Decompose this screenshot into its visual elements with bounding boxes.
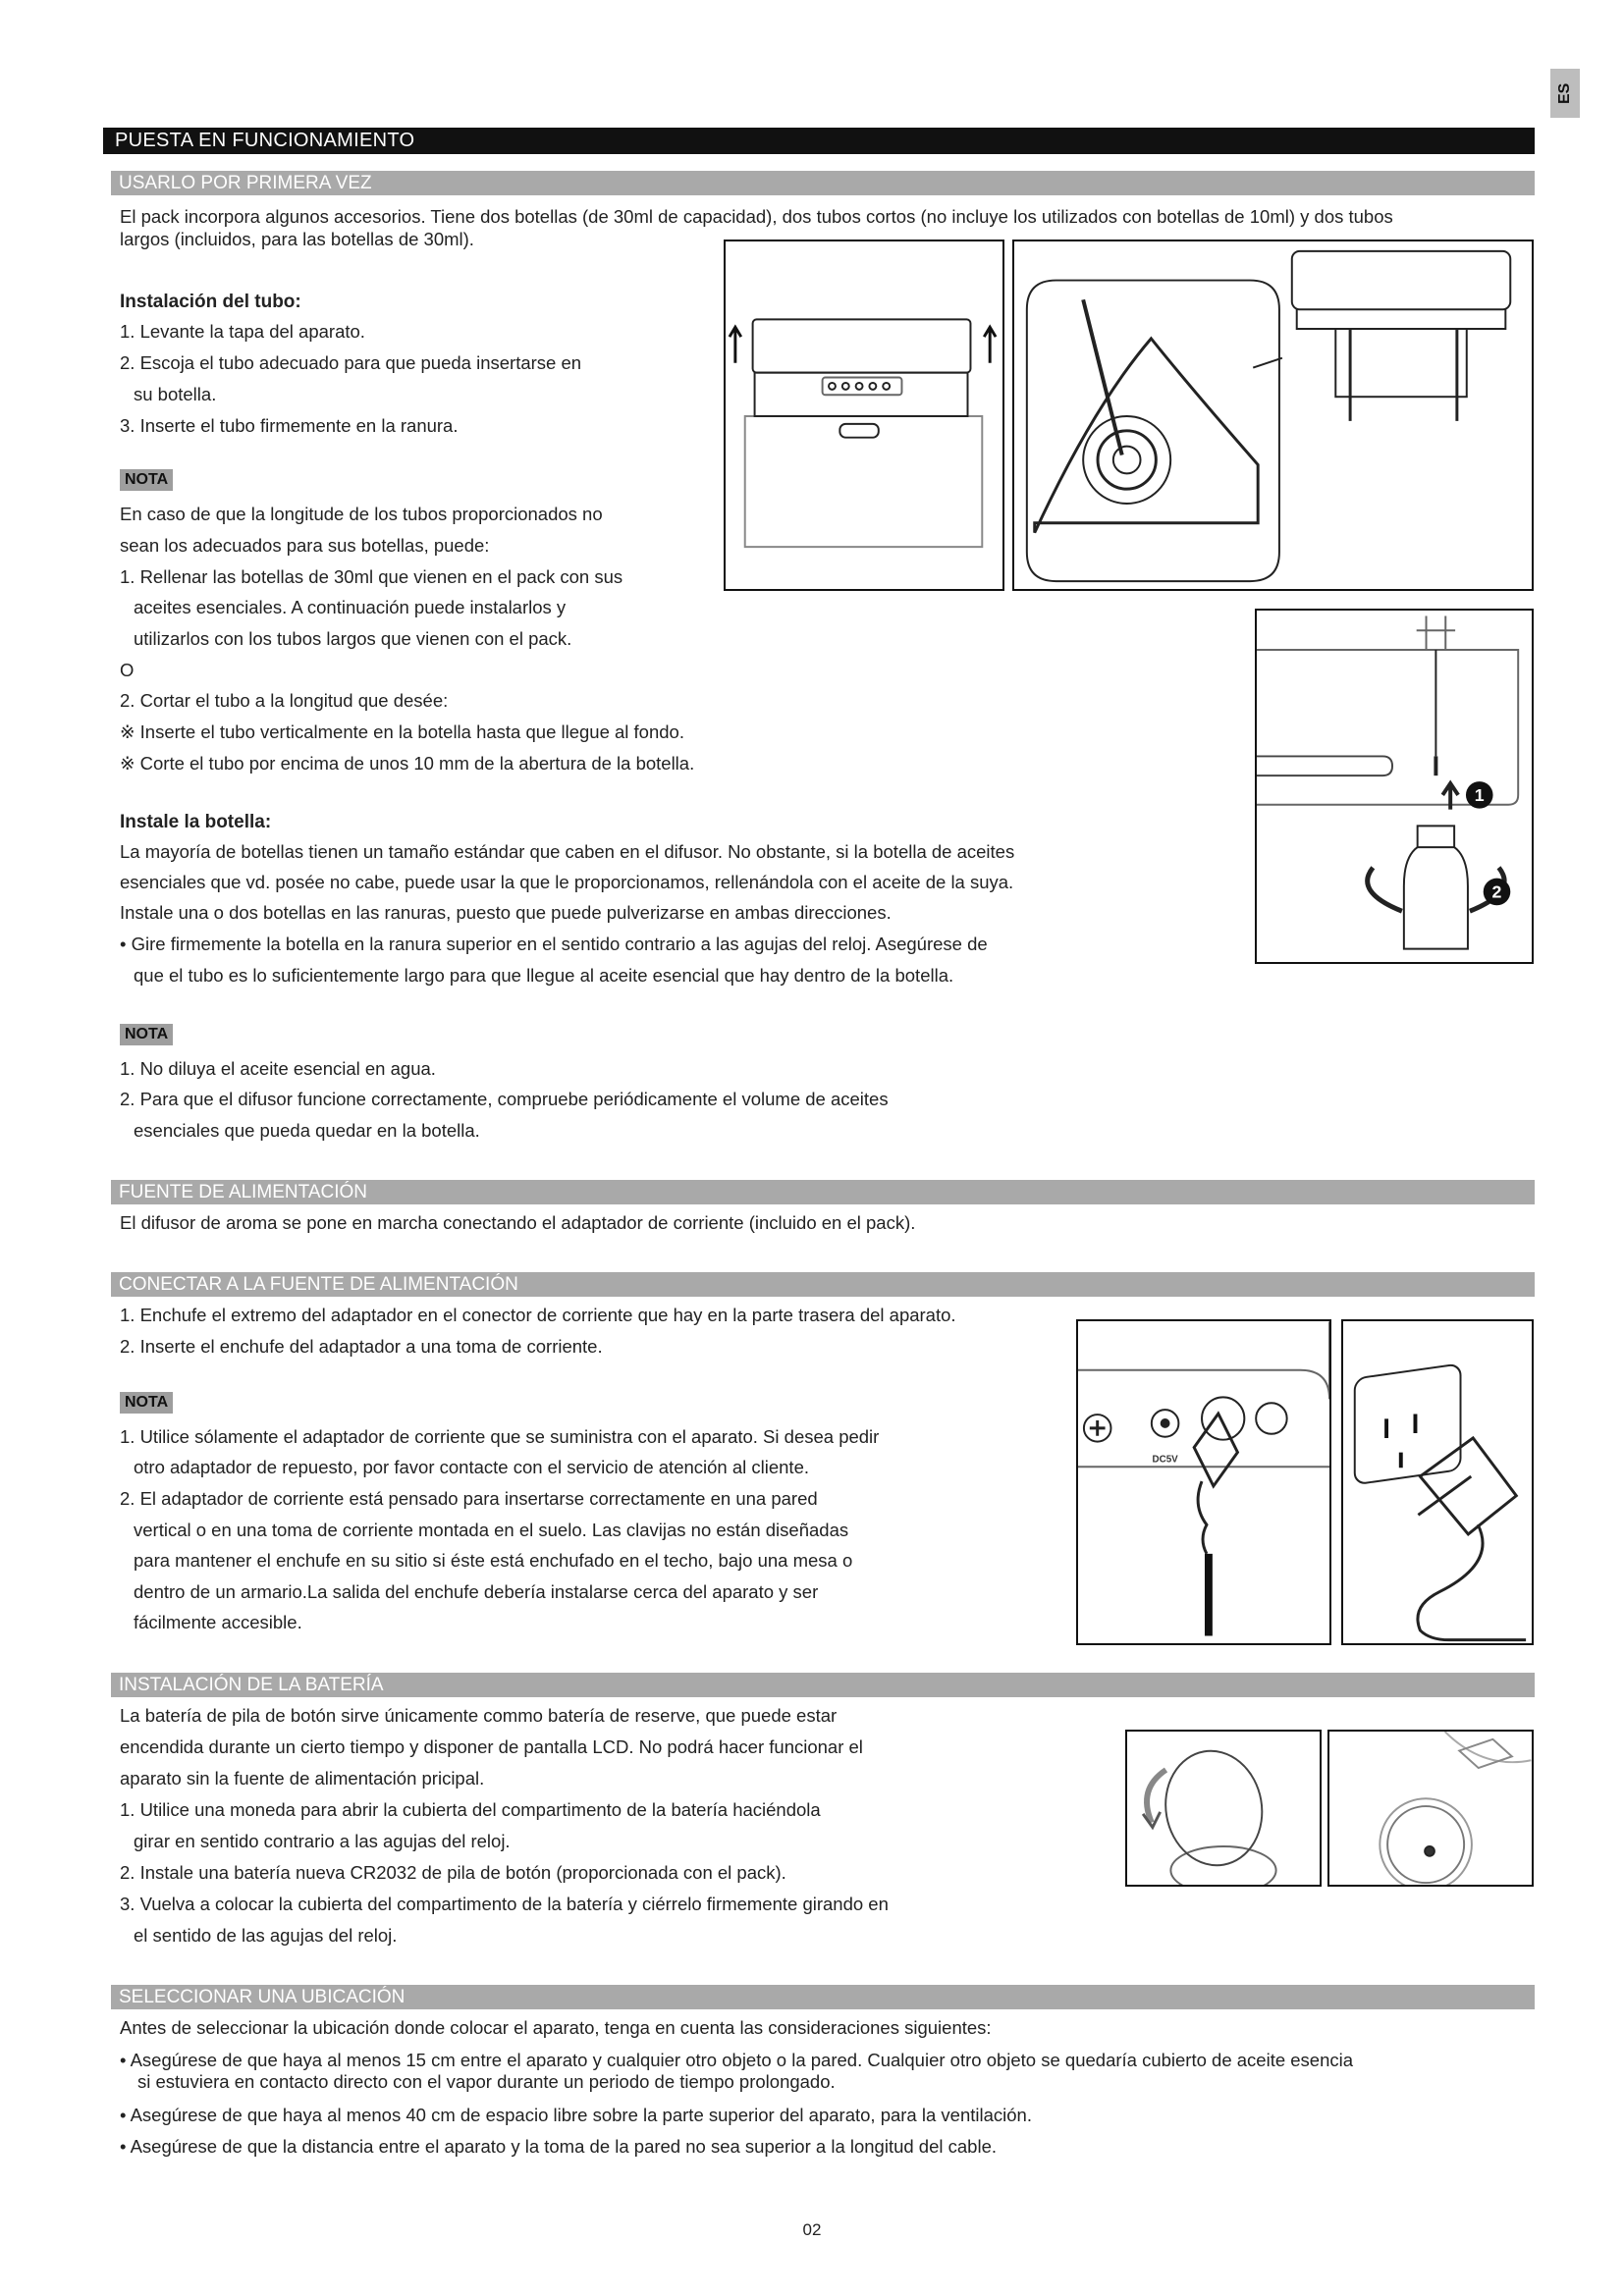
battery-line-7: 3. Vuelva a colocar la cubierta del compartimento de la batería y ciérrelo firmemente girando en — [120, 1894, 889, 1914]
location-bullet-3: • Asegúrese de que la distancia entre el aparato y la toma de la pared no sea superior a la longitud del cable. — [120, 2136, 998, 2157]
note-line-5: utilizarlos con los tubos largos que vienen con el pack. — [134, 628, 572, 649]
note-line-2: sean los adecuados para sus botellas, puede: — [120, 535, 490, 556]
location-intro: Antes de seleccionar la ubicación donde colocar el aparato, tenga en cuenta las consideraciones siguientes: — [120, 2017, 992, 2038]
tube-slot-illustration — [1012, 240, 1534, 591]
location-bullet-1a: • Asegúrese de que haya al menos 15 cm entre el aparato y cualquier otro objeto o la pared. Cualquier otro objeto se quedaría cubierto de aceite esencia — [120, 2050, 1354, 2070]
bottle-line-2: esenciales que vd. posée no cabe, puede usar la que le proporcionamos, rellenándola con el aceite de la suya. — [120, 872, 1014, 892]
page-number: 02 — [802, 2220, 822, 2239]
battery-line-1: La batería de pila de botón sirve únicamente commo batería de reserve, que puede estar — [120, 1705, 838, 1726]
bottle-line-3: Instale una o dos botellas en las ranuras, puesto que puede pulverizarse en ambas direcciones. — [120, 902, 892, 923]
battery-line-5: girar en sentido contrario a las agujas del reloj. — [134, 1831, 511, 1851]
note-line-8: ※ Inserte el tubo verticalmente en la botella hasta que llegue al fondo. — [120, 721, 684, 742]
note3-line-1: 1. Utilice sólamente el adaptador de corriente que se suministra con el aparato. Si desea pedir — [120, 1426, 880, 1447]
note2-line-2: 2. Para que el difusor funcione correctamente, compruebe periódicamente el volume de aceites — [120, 1089, 889, 1109]
note-label: NOTA — [120, 469, 173, 491]
section-title-connect-power: CONECTAR A LA FUENTE DE ALIMENTACIÓN — [111, 1272, 1535, 1297]
connect-step-2: 2. Inserte el enchufe del adaptador a una toma de corriente. — [120, 1336, 603, 1357]
note3-line-2: otro adaptador de repuesto, por favor contacte con el servicio de atención al cliente. — [134, 1457, 810, 1477]
intro-line-1: El pack incorpora algunos accesorios. Tiene dos botellas (de 30ml de capacidad), dos tubos cortos (no incluye los utilizados con botellas de 10ml) y dos tubos — [120, 206, 1393, 227]
note2-label: NOTA — [120, 1024, 173, 1045]
battery-line-2: encendida durante un cierto tiempo y disponer de pantalla LCD. No podrá hacer funcionar el — [120, 1736, 863, 1757]
note2-line-3: esenciales que pueda quedar en la botella. — [134, 1120, 480, 1141]
language-label: ES — [1556, 82, 1573, 104]
bottle-line-1: La mayoría de botellas tienen un tamaño estándar que caben en el difusor. No obstante, si la botella de aceites — [120, 841, 1015, 862]
bottle-line-5: que el tubo es lo suficientemente largo para que llegue al aceite esencial que hay dentro de la botella. — [134, 965, 954, 986]
bottle-heading: Instale la botella: — [120, 812, 272, 832]
battery-line-3: aparato sin la fuente de alimentación pricipal. — [120, 1768, 485, 1789]
section-title-location: SELECCIONAR UNA UBICACIÓN — [111, 1985, 1535, 2009]
bottle-line-4: • Gire firmemente la botella en la ranura superior en el sentido contrario a las agujas del reloj. Asegúrese de — [120, 934, 988, 954]
dc-label: DC5V — [1152, 1454, 1178, 1466]
wall-socket-illustration — [1341, 1319, 1534, 1645]
intro-line-2: largos (incluidos, para las botellas de 30ml). — [120, 229, 474, 249]
battery-line-6: 2. Instale una batería nueva CR2032 de pila de botón (proporcionada con el pack). — [120, 1862, 786, 1883]
step-2-badge-label: 2 — [1491, 881, 1502, 902]
tube-step-1: 1. Levante la tapa del aparato. — [120, 321, 365, 342]
step-1-badge-label: 1 — [1474, 784, 1485, 805]
main-section-title: PUESTA EN FUNCIONAMIENTO — [103, 128, 1535, 154]
tube-step-3: 3. Inserte el tubo firmemente en la ranura. — [120, 415, 459, 436]
section-title-first-use: USARLO POR PRIMERA VEZ — [111, 171, 1535, 195]
location-bullet-1b: si estuviera en contacto directo con el vapor durante un periodo de tiempo prolongado. — [137, 2071, 836, 2092]
tube-step-2-cont: su botella. — [134, 384, 217, 404]
note3-line-6: dentro de un armario.La salida del enchufe debería instalarse cerca del aparato y ser — [134, 1581, 819, 1602]
note3-line-5: para mantener el enchufe en su sitio si éste está enchufado en el techo, bajo una mesa o — [134, 1550, 853, 1571]
location-bullet-2: • Asegúrese de que haya al menos 40 cm de espacio libre sobre la parte superior del aparato, para la ventilación. — [120, 2105, 1032, 2125]
dc-connector-illustration — [1076, 1319, 1331, 1645]
note-line-7: 2. Cortar el tubo a la longitud que desée: — [120, 690, 449, 711]
note-line-9: ※ Corte el tubo por encima de unos 10 mm de la abertura de la botella. — [120, 753, 695, 774]
note3-line-3: 2. El adaptador de corriente está pensado para insertarse correctamente en una pared — [120, 1488, 818, 1509]
note-line-4: aceites esenciales. A continuación puede instalarlos y — [134, 597, 567, 617]
bottle-install-illustration — [1255, 609, 1534, 964]
tube-heading: Instalación del tubo: — [120, 292, 301, 312]
note-line-1: En caso de que la longitude de los tubos proporcionados no — [120, 504, 603, 524]
note3-label: NOTA — [120, 1392, 173, 1414]
note2-line-1: 1. No diluya el aceite esencial en agua. — [120, 1058, 436, 1079]
note-line-6: O — [120, 660, 135, 680]
battery-cover-closed-illustration — [1327, 1730, 1534, 1887]
power-supply-line: El difusor de aroma se pone en marcha conectando el adaptador de corriente (incluido en el pack). — [120, 1212, 916, 1233]
note3-line-7: fácilmente accesible. — [134, 1612, 302, 1632]
section-title-power-supply: FUENTE DE ALIMENTACIÓN — [111, 1180, 1535, 1204]
section-title-battery: INSTALACIÓN DE LA BATERÍA — [111, 1673, 1535, 1697]
language-tab — [1550, 69, 1580, 118]
battery-cover-open-illustration — [1125, 1730, 1322, 1887]
note-line-3: 1. Rellenar las botellas de 30ml que vienen en el pack con sus — [120, 566, 623, 587]
battery-line-8: el sentido de las agujas del reloj. — [134, 1925, 398, 1946]
note3-line-4: vertical o en una toma de corriente montada en el suelo. Las clavijas no están diseñadas — [134, 1520, 849, 1540]
connect-step-1: 1. Enchufe el extremo del adaptador en el conector de corriente que hay en la parte trasera del aparato. — [120, 1305, 956, 1325]
battery-line-4: 1. Utilice una moneda para abrir la cubierta del compartimento de la batería haciéndola — [120, 1799, 821, 1820]
tube-step-2: 2. Escoja el tubo adecuado para que pueda insertarse en — [120, 352, 582, 373]
diffuser-front-illustration — [724, 240, 1004, 591]
